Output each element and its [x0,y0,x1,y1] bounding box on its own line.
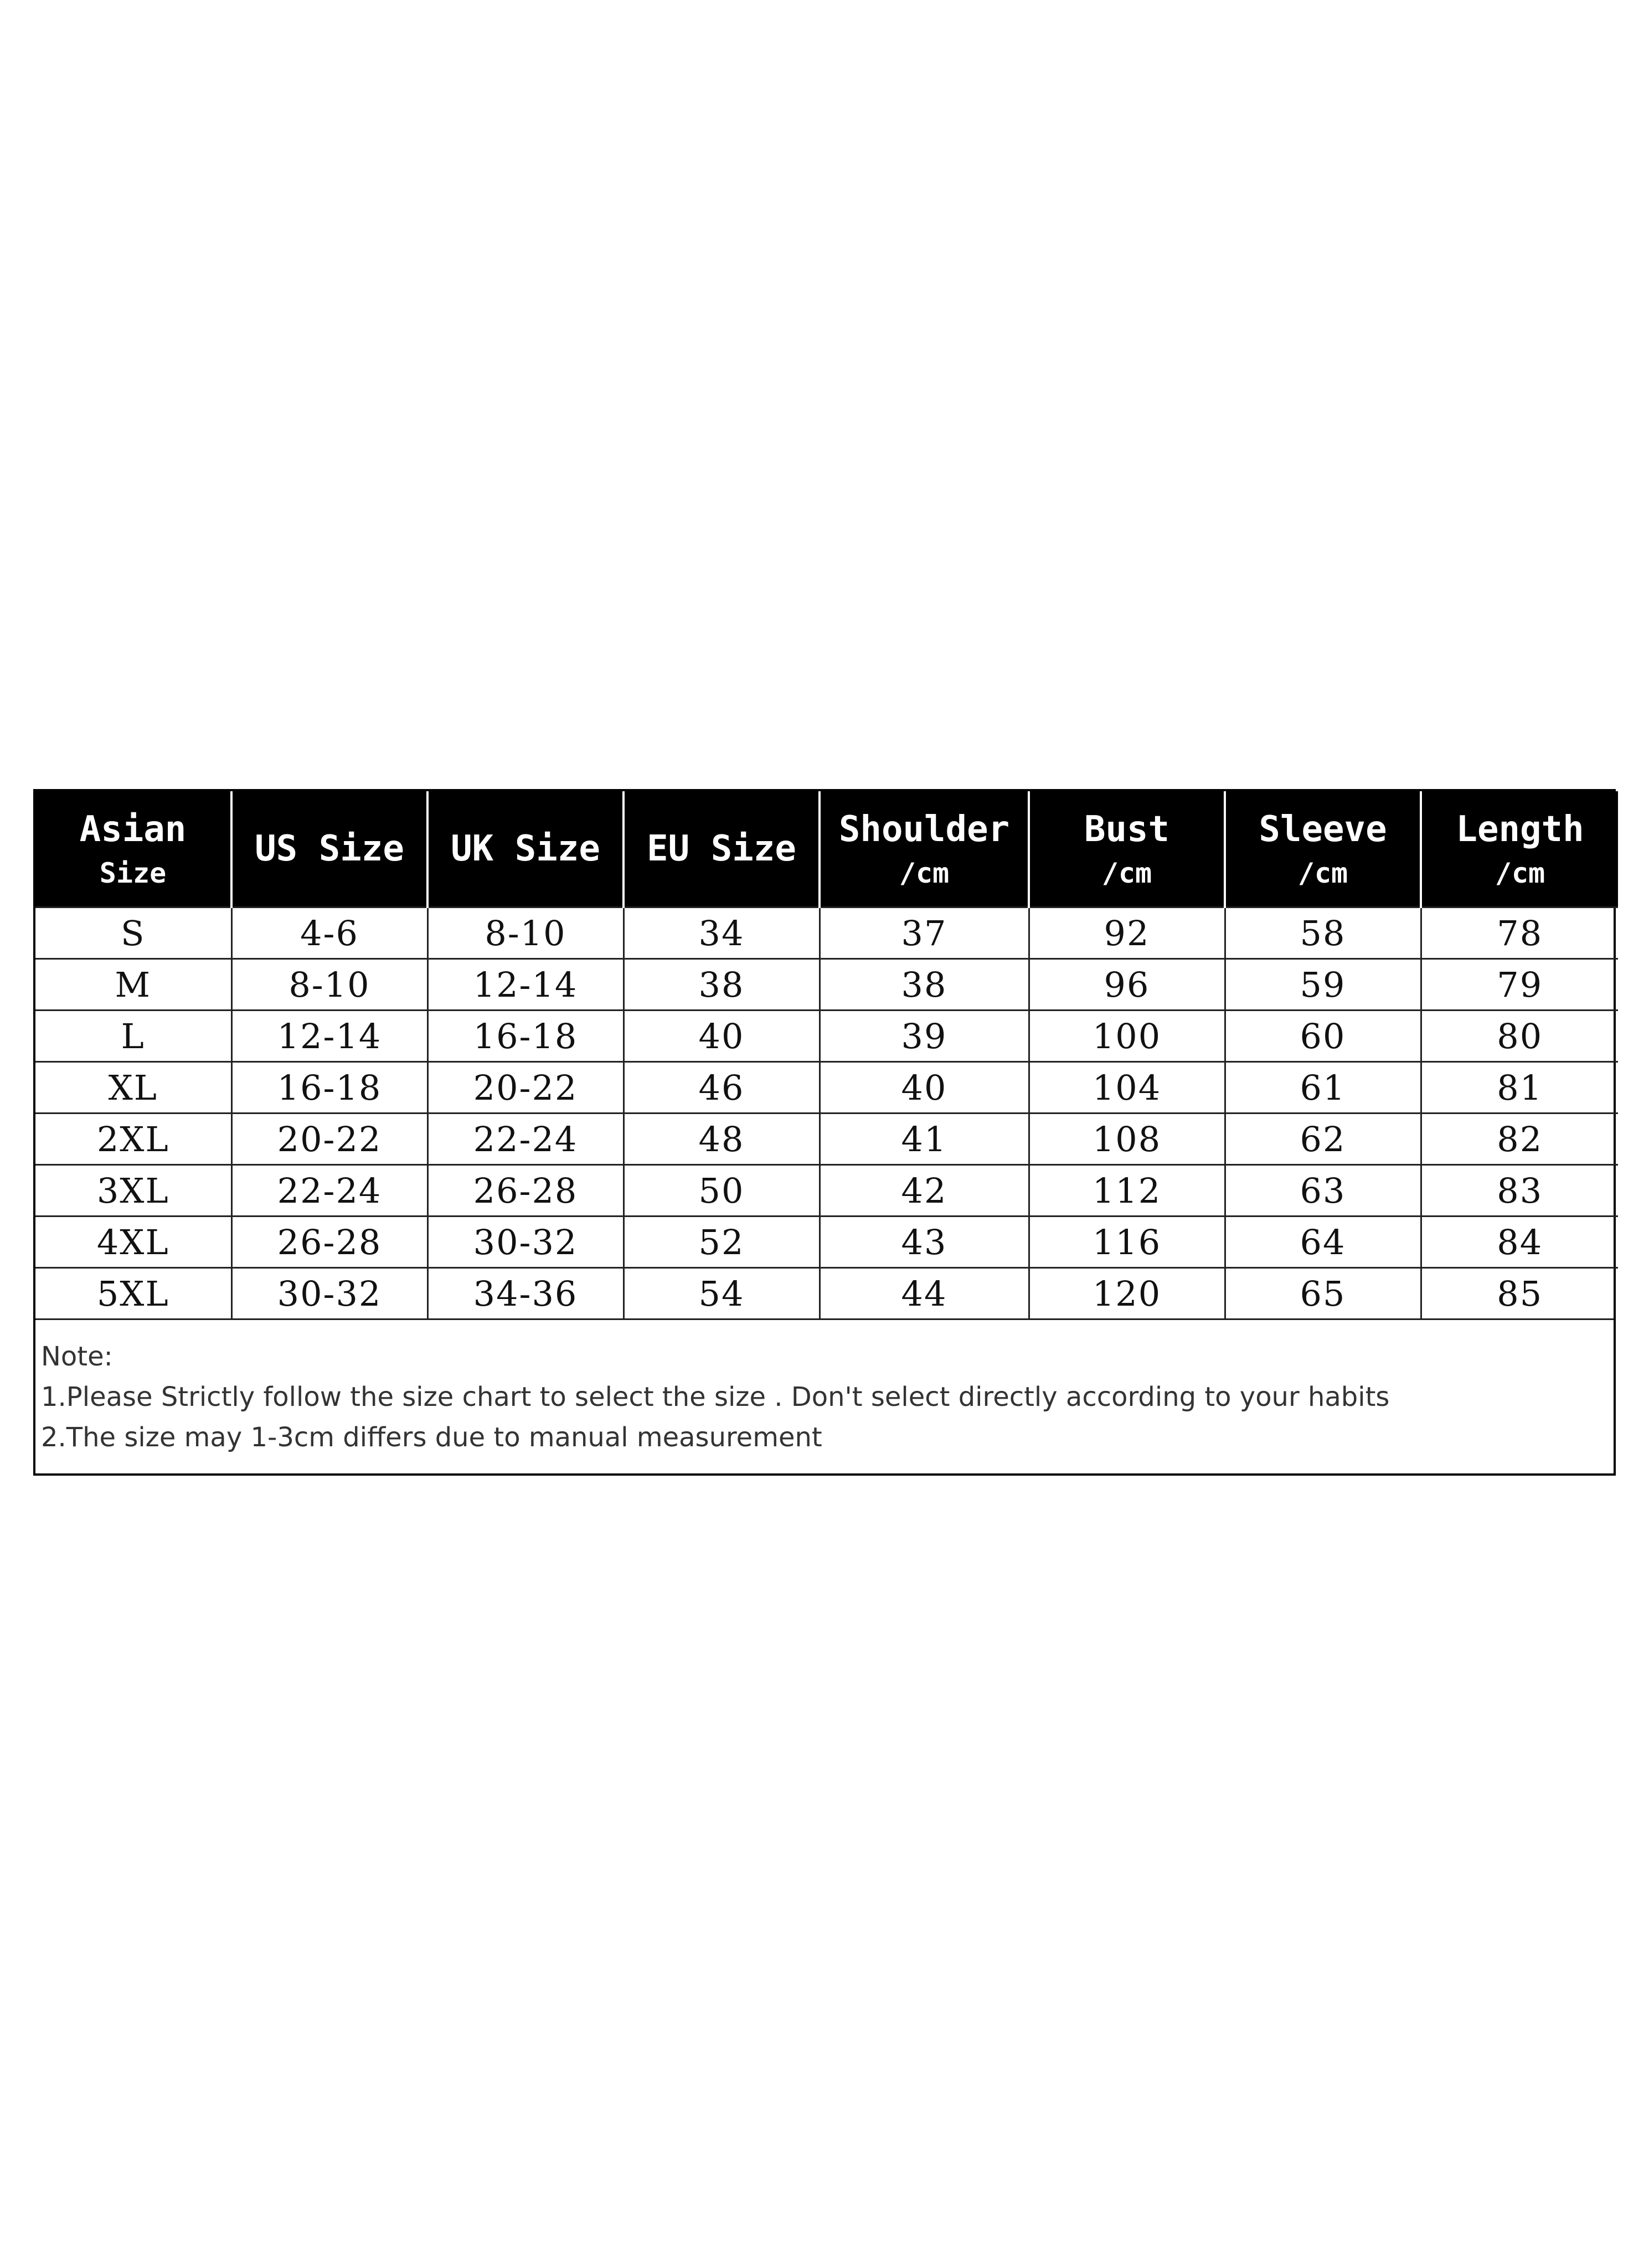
table-cell: 38 [820,959,1029,1011]
table-cell: 116 [1029,1217,1225,1268]
table-cell: 52 [623,1217,820,1268]
table-cell: 40 [623,1011,820,1062]
table-cell: 38 [623,959,820,1011]
table-cell: 92 [1029,908,1225,959]
table-cell: 37 [820,908,1029,959]
column-header-unit: Size [99,857,167,889]
table-cell: 20-22 [231,1114,427,1165]
note-line-1: 1.Please Strictly follow the size chart to select the size . Don't select directly according to your habits [41,1382,1390,1413]
table-row [35,908,1618,959]
table-cell: 104 [1029,1062,1225,1114]
table-row [35,1011,1618,1062]
table-cell: 80 [1421,1011,1618,1062]
table-cell: 3XL [35,1165,231,1217]
table-cell: XL [35,1062,231,1114]
column-header [427,791,623,908]
column-header-name: Shoulder [838,809,1010,850]
table-cell: 83 [1421,1165,1618,1217]
table-cell: 5XL [35,1268,231,1319]
column-header [231,791,427,908]
table-cell: 112 [1029,1165,1225,1217]
column-header [1225,791,1421,908]
table-body [35,908,1618,1319]
table-cell: 58 [1225,908,1421,959]
column-header [820,791,1029,908]
table-cell: 4XL [35,1217,231,1268]
table-row [35,1165,1618,1217]
table-cell: 22-24 [427,1114,623,1165]
table-cell: 2XL [35,1114,231,1165]
table-cell: 61 [1225,1062,1421,1114]
table-cell: 100 [1029,1011,1225,1062]
table-cell: 8-10 [231,959,427,1011]
column-header-name: Length [1456,809,1584,850]
size-table [35,791,1618,1318]
table-cell: 62 [1225,1114,1421,1165]
table-row [35,1062,1618,1114]
table-cell: 54 [623,1268,820,1319]
table-cell: M [35,959,231,1011]
table-cell: 39 [820,1011,1029,1062]
table-cell: 26-28 [231,1217,427,1268]
header-row [35,791,1618,908]
note-line-2: 2.The size may 1-3cm differs due to manual measurement [41,1422,822,1453]
table-cell: 48 [623,1114,820,1165]
size-chart [33,789,1616,1476]
table-row [35,1268,1618,1319]
table-cell: 42 [820,1165,1029,1217]
column-header-unit: /cm [899,857,950,889]
table-cell: 64 [1225,1217,1421,1268]
table-cell: 59 [1225,959,1421,1011]
table-cell: 41 [820,1114,1029,1165]
table-cell: 30-32 [231,1268,427,1319]
column-header-name: Sleeve [1259,809,1387,850]
column-header-name: UK Size [451,828,600,869]
column-header-name: Bust [1084,809,1170,850]
table-cell: 20-22 [427,1062,623,1114]
table-cell: 84 [1421,1217,1618,1268]
table-cell: 44 [820,1268,1029,1319]
table-cell: 46 [623,1062,820,1114]
table-row [35,1217,1618,1268]
column-header-unit: /cm [1297,857,1348,889]
note-section [35,1318,1614,1458]
column-header-name: EU Size [647,828,796,869]
table-cell: 16-18 [427,1011,623,1062]
table-cell: 96 [1029,959,1225,1011]
table-cell: 43 [820,1217,1029,1268]
table-cell: 12-14 [231,1011,427,1062]
column-header-name: US Size [255,828,404,869]
column-header-name: Asian [79,809,187,850]
table-cell: 34-36 [427,1268,623,1319]
table-cell: 34 [623,908,820,959]
note-title: Note: [41,1341,113,1372]
table-cell: 4-6 [231,908,427,959]
table-cell: 120 [1029,1268,1225,1319]
table-cell: 85 [1421,1268,1618,1319]
table-cell: S [35,908,231,959]
table-row [35,959,1618,1011]
table-cell: 82 [1421,1114,1618,1165]
column-header-unit: /cm [1495,857,1545,889]
table-cell: L [35,1011,231,1062]
column-header [1029,791,1225,908]
table-cell: 22-24 [231,1165,427,1217]
table-cell: 12-14 [427,959,623,1011]
table-cell: 65 [1225,1268,1421,1319]
table-cell: 81 [1421,1062,1618,1114]
table-cell: 30-32 [427,1217,623,1268]
table-cell: 26-28 [427,1165,623,1217]
table-cell: 60 [1225,1011,1421,1062]
table-cell: 8-10 [427,908,623,959]
table-cell: 16-18 [231,1062,427,1114]
table-row [35,1114,1618,1165]
table-cell: 50 [623,1165,820,1217]
column-header-unit: /cm [1101,857,1152,889]
column-header [623,791,820,908]
table-cell: 40 [820,1062,1029,1114]
table-cell: 78 [1421,908,1618,959]
table-cell: 63 [1225,1165,1421,1217]
column-header [35,791,231,908]
table-cell: 79 [1421,959,1618,1011]
column-header [1421,791,1618,908]
table-cell: 108 [1029,1114,1225,1165]
